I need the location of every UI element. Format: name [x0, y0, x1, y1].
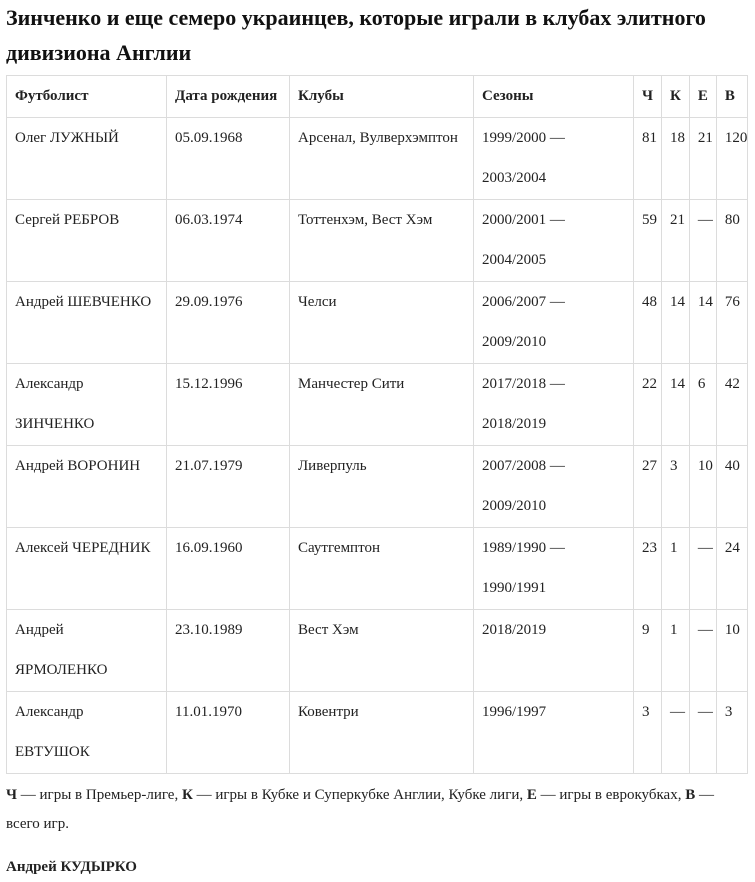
header-cup-games: К [662, 76, 690, 118]
table-row [7, 200, 748, 282]
cell-cup-games: 1 [662, 610, 690, 692]
table-body [7, 118, 748, 774]
cell-cup-games: 21 [662, 200, 690, 282]
cell-birth-date: 29.09.1976 [167, 282, 290, 364]
cell-total-games: 120 [716, 118, 748, 200]
table-header-row [7, 76, 748, 118]
cell-player: Александр ЕВТУШОК [7, 692, 167, 774]
cell-player: Александр ЗИНЧЕНКО [7, 364, 167, 446]
header-player: Футболист [7, 76, 167, 118]
cell-birth-date: 11.01.1970 [167, 692, 290, 774]
cell-clubs: Арсенал, Вулверхэмптон [290, 118, 474, 200]
cell-total-games: 40 [716, 446, 748, 528]
legend-text-e: — игры в еврокубках, [536, 787, 686, 803]
cell-cup-games: 14 [662, 364, 690, 446]
cell-clubs: Вест Хэм [290, 610, 474, 692]
table-row [7, 692, 748, 774]
cell-premier-league-games: 81 [634, 118, 662, 200]
table-row [7, 446, 748, 528]
cell-premier-league-games: 27 [634, 446, 662, 528]
cell-seasons: 2018/2019 [474, 610, 634, 692]
cell-seasons: 2000/2001 — 2004/2005 [474, 200, 634, 282]
cell-birth-date: 23.10.1989 [167, 610, 290, 692]
cell-birth-date: 06.03.1974 [167, 200, 290, 282]
legend-text-ch: — игры в Премьер-лиге, [17, 787, 182, 803]
cell-clubs: Саутгемптон [290, 528, 474, 610]
header-birth-date: Дата рождения [167, 76, 290, 118]
cell-total-games: 42 [716, 364, 748, 446]
header-total-games: В [716, 76, 748, 118]
cell-premier-league-games: 9 [634, 610, 662, 692]
cell-birth-date: 15.12.1996 [167, 364, 290, 446]
cell-clubs: Челси [290, 282, 474, 364]
cell-birth-date: 21.07.1979 [167, 446, 290, 528]
cell-player: Сергей РЕБРОВ [7, 200, 167, 282]
cell-eurocup-games: — [689, 528, 716, 610]
cell-clubs: Тоттенхэм, Вест Хэм [290, 200, 474, 282]
header-clubs: Клубы [290, 76, 474, 118]
article-author: Андрей КУДЫРКО [6, 859, 137, 875]
legend-text-k: — игры в Кубке и Суперкубке Англии, Кубке лиги, [192, 787, 527, 803]
cell-eurocup-games: 21 [689, 118, 716, 200]
cell-seasons: 2006/2007 — 2009/2010 [474, 282, 634, 364]
cell-cup-games: 14 [662, 282, 690, 364]
cell-player: Андрей ЯРМОЛЕНКО [7, 610, 167, 692]
cell-eurocup-games: — [689, 692, 716, 774]
cell-cup-games: 18 [662, 118, 690, 200]
cell-total-games: 24 [716, 528, 748, 610]
players-table [6, 75, 748, 774]
cell-eurocup-games: 14 [689, 282, 716, 364]
cell-player: Алексей ЧЕРЕДНИК [7, 528, 167, 610]
cell-player: Андрей ВОРОНИН [7, 446, 167, 528]
cell-birth-date: 16.09.1960 [167, 528, 290, 610]
cell-eurocup-games: — [689, 200, 716, 282]
cell-premier-league-games: 48 [634, 282, 662, 364]
header-premier-league-games: Ч [634, 76, 662, 118]
table-row [7, 528, 748, 610]
cell-cup-games: — [662, 692, 690, 774]
cell-premier-league-games: 59 [634, 200, 662, 282]
legend-key-v: В [685, 787, 696, 803]
cell-total-games: 76 [716, 282, 748, 364]
table-row [7, 282, 748, 364]
legend-key-k: К [181, 787, 193, 803]
cell-seasons: 1996/1997 [474, 692, 634, 774]
cell-eurocup-games: 10 [689, 446, 716, 528]
cell-total-games: 80 [716, 200, 748, 282]
cell-premier-league-games: 22 [634, 364, 662, 446]
cell-clubs: Ковентри [290, 692, 474, 774]
cell-seasons: 2007/2008 — 2009/2010 [474, 446, 634, 528]
legend-text-v: — всего игр. [6, 787, 714, 832]
legend-key-e: Е [526, 787, 537, 803]
table-row [7, 610, 748, 692]
cell-seasons: 2017/2018 — 2018/2019 [474, 364, 634, 446]
cell-clubs: Манчестер Сити [290, 364, 474, 446]
cell-seasons: 1989/1990 — 1990/1991 [474, 528, 634, 610]
article-title: Зинченко и еще семеро украинцев, которые играли в клубах элитного дивизиона Англии [6, 5, 706, 65]
cell-premier-league-games: 23 [634, 528, 662, 610]
cell-player: Олег ЛУЖНЫЙ [7, 118, 167, 200]
table-row [7, 364, 748, 446]
cell-birth-date: 05.09.1968 [167, 118, 290, 200]
header-seasons: Сезоны [474, 76, 634, 118]
cell-eurocup-games: 6 [689, 364, 716, 446]
header-eurocup-games: Е [689, 76, 716, 118]
cell-cup-games: 1 [662, 528, 690, 610]
cell-total-games: 10 [716, 610, 748, 692]
table-legend [6, 781, 746, 839]
cell-clubs: Ливерпуль [290, 446, 474, 528]
cell-eurocup-games: — [689, 610, 716, 692]
cell-cup-games: 3 [662, 446, 690, 528]
cell-player: Андрей ШЕВЧЕНКО [7, 282, 167, 364]
cell-premier-league-games: 3 [634, 692, 662, 774]
cell-seasons: 1999/2000 — 2003/2004 [474, 118, 634, 200]
cell-total-games: 3 [716, 692, 748, 774]
legend-key-ch: Ч [6, 787, 18, 803]
table-row [7, 118, 748, 200]
